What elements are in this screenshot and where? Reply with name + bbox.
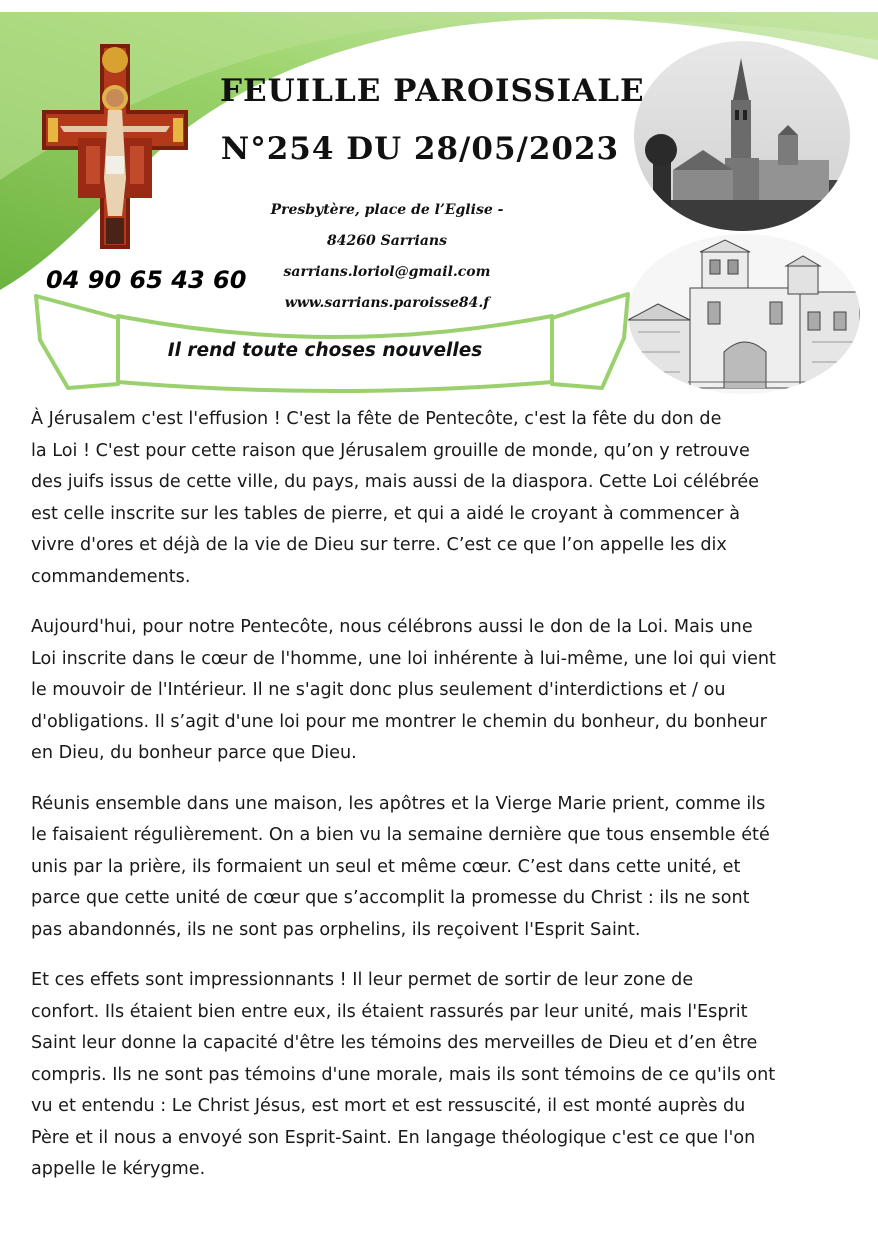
paragraph-line: commandements. xyxy=(31,566,191,587)
paragraph-line: Loi inscrite dans le cœur de l'homme, une loi inhérente à lui-même, une loi qui vient xyxy=(31,648,776,669)
paragraph-line: d'obligations. Il s’agit d'une loi pour me montrer le chemin du bonheur, du bonheur xyxy=(31,711,767,732)
article-paragraph xyxy=(31,965,853,1186)
paragraph-line: compris. Ils ne sont pas témoins d'une morale, mais ils sont témoins de ce qu'ils ont xyxy=(31,1064,776,1085)
paragraph-line: confort. Ils étaient bien entre eux, ils étaient rassurés par leur unité, mais l'Esprit xyxy=(31,1001,748,1022)
crucifix-image xyxy=(38,38,193,253)
paragraph-line: le faisaient régulièrement. On a bien vu la semaine dernière que tous ensemble été xyxy=(31,825,770,845)
paragraph-line: la Loi ! C'est pour cette raison que Jérusalem grouille de monde, qu’on y retrouve xyxy=(31,440,750,461)
article-paragraph xyxy=(31,789,853,947)
article-body xyxy=(31,404,853,1205)
church-photo xyxy=(633,40,851,232)
paragraph-line: vivre d'ores et déjà de la vie de Dieu sur terre. C’est ce que l’on appelle les dix xyxy=(31,535,727,555)
title-line-2: N°254 DU 28/05/2023 xyxy=(220,131,620,167)
bulletin-title xyxy=(220,62,645,178)
paragraph-line: Saint leur donne la capacité d'être les témoins des merveilles de Dieu et d’en être xyxy=(31,1033,758,1053)
article-paragraph xyxy=(31,404,853,593)
paragraph-line: appelle le kérygme. xyxy=(31,1159,206,1179)
paragraph-line: pas abandonnés, ils ne sont pas orphelins, ils reçoivent l'Esprit Saint. xyxy=(31,919,641,940)
paragraph-line: Réunis ensemble dans une maison, les apôtres et la Vierge Marie prient, comme ils xyxy=(31,793,766,814)
paragraph-line: des juifs issus de cette ville, du pays, mais aussi de la diaspora. Cette Loi célébrée xyxy=(31,472,759,492)
church-drawing xyxy=(628,232,860,394)
paragraph-line: unis par la prière, ils formaient un seul et même cœur. C’est dans cette unité, et xyxy=(31,856,741,877)
address-line: 84260 Sarrians xyxy=(327,233,447,249)
paragraph-line: parce que cette unité de cœur que s’accomplit la promesse du Christ : ils ne sont xyxy=(31,888,750,908)
title-line-1: FEUILLE PAROISSIALE xyxy=(220,73,645,109)
website-link[interactable]: www.sarrians.paroisse84.f xyxy=(284,295,490,311)
article-paragraph xyxy=(31,612,853,770)
subtitle: Il rend toute choses nouvelles xyxy=(167,340,483,361)
paragraph-line: Père et il nous a envoyé son Esprit-Saint. En langage théologique c'est ce que l'on xyxy=(31,1127,756,1148)
email-link[interactable]: sarrians.loriol@gmail.com xyxy=(283,264,491,280)
address-line: Presbytère, place de l’Eglise - xyxy=(270,202,504,218)
paragraph-line: Aujourd'hui, pour notre Pentecôte, nous célébrons aussi le don de la Loi. Mais une xyxy=(31,617,753,637)
paragraph-line: À Jérusalem c'est l'effusion ! C'est la fête de Pentecôte, c'est la fête du don de xyxy=(31,409,722,429)
paragraph-line: est celle inscrite sur les tables de pierre, et qui a aidé le croyant à commencer à xyxy=(31,503,740,524)
paragraph-line: le mouvoir de l'Intérieur. Il ne s'agit donc plus seulement d'interdictions et / ou xyxy=(31,680,726,700)
paragraph-line: en Dieu, du bonheur parce que Dieu. xyxy=(31,743,357,763)
paragraph-line: Et ces effets sont impressionnants ! Il leur permet de sortir de leur zone de xyxy=(31,970,694,990)
phone-number: 04 90 65 43 60 xyxy=(46,266,247,294)
paragraph-line: vu et entendu : Le Christ Jésus, est mort et est ressuscité, il est monté auprès du xyxy=(31,1096,746,1116)
